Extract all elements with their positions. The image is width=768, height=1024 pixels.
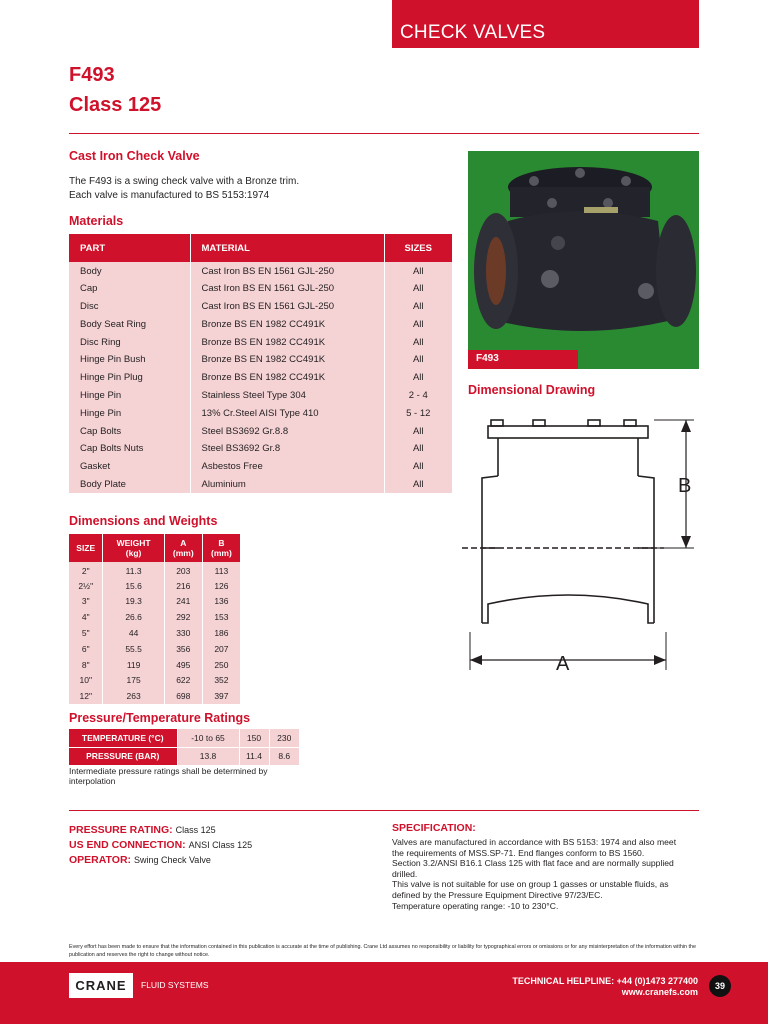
disclaimer: Every effort has been made to ensure that the information contained in this publication is accurate at the time of publishing. Crane Ltd assumes no responsibility or liability for typographical errors or omissions or for any misinterpretation of the information within the publication and reserves the right to change without notice. bbox=[69, 944, 697, 958]
table-cell: All bbox=[384, 422, 453, 440]
rating-line bbox=[69, 837, 252, 852]
crane-logo: CRANE bbox=[69, 973, 133, 998]
table-cell: Bronze BS EN 1982 CC491K bbox=[190, 315, 384, 333]
drawing-heading: Dimensional Drawing bbox=[468, 383, 596, 397]
rating-label: US END CONNECTION: bbox=[69, 839, 189, 851]
section-title: CHECK VALVES bbox=[400, 22, 546, 43]
table-cell: 292 bbox=[164, 609, 202, 625]
table-cell: Bronze BS EN 1982 CC491K bbox=[190, 369, 384, 387]
table-cell: Asbestos Free bbox=[190, 458, 384, 476]
table-cell: All bbox=[384, 333, 453, 351]
spec-line: defined by the Pressure Equipment Directive 97/23/EC. bbox=[392, 889, 603, 900]
rating-label: OPERATOR: bbox=[69, 854, 134, 866]
table-cell: Cast Iron BS EN 1561 GJL-250 bbox=[190, 262, 384, 280]
table-cell: 622 bbox=[164, 673, 202, 689]
table-cell: 352 bbox=[202, 673, 240, 689]
product-subtitle: Cast Iron Check Valve bbox=[69, 149, 200, 163]
table-cell: 26.6 bbox=[103, 609, 164, 625]
ratings-block bbox=[69, 822, 252, 867]
page-number: 39 bbox=[709, 975, 731, 997]
table-row bbox=[69, 476, 453, 494]
table-row bbox=[69, 440, 453, 458]
table-cell: 241 bbox=[164, 594, 202, 610]
spec-line: drilled. bbox=[392, 868, 418, 879]
row-header: PRESSURE (BAR) bbox=[69, 747, 177, 765]
table-cell: Hinge Pin Plug bbox=[69, 369, 190, 387]
table-row bbox=[69, 351, 453, 369]
table-cell: 11.4 bbox=[239, 747, 269, 765]
table-row bbox=[69, 387, 453, 405]
table-cell: 136 bbox=[202, 594, 240, 610]
table-cell: 113 bbox=[202, 562, 240, 578]
table-row bbox=[69, 729, 299, 747]
table-cell: Stainless Steel Type 304 bbox=[190, 387, 384, 405]
intro-line: The F493 is a swing check valve with a Bronze trim. bbox=[69, 176, 300, 187]
table-row bbox=[69, 422, 453, 440]
table-cell: 13% Cr.Steel AISI Type 410 bbox=[190, 404, 384, 422]
table-cell: 153 bbox=[202, 609, 240, 625]
table-cell: All bbox=[384, 262, 453, 280]
table-cell: All bbox=[384, 440, 453, 458]
rating-line bbox=[69, 822, 252, 837]
division-name: FLUID SYSTEMS bbox=[141, 980, 209, 990]
table-row bbox=[69, 404, 453, 422]
table-cell: 175 bbox=[103, 673, 164, 689]
table-cell: Bronze BS EN 1982 CC491K bbox=[190, 351, 384, 369]
col-header: WEIGHT (kg) bbox=[103, 534, 164, 562]
helpline-phone: TECHNICAL HELPLINE: +44 (0)1473 277400 bbox=[512, 976, 698, 986]
section-tab bbox=[392, 0, 699, 48]
materials-heading: Materials bbox=[69, 214, 124, 228]
col-header: MATERIAL bbox=[190, 234, 384, 262]
table-cell: Body Seat Ring bbox=[69, 315, 190, 333]
rating-label: PRESSURE RATING: bbox=[69, 824, 176, 836]
table-cell: 4" bbox=[69, 609, 103, 625]
table-cell: 216 bbox=[164, 578, 202, 594]
table-cell: Hinge Pin bbox=[69, 387, 190, 405]
table-row bbox=[69, 673, 241, 689]
table-cell: Steel BS3692 Gr.8.8 bbox=[190, 422, 384, 440]
helpline bbox=[512, 976, 698, 998]
table-row bbox=[69, 562, 241, 578]
table-row bbox=[69, 458, 453, 476]
table-cell: Cap Bolts bbox=[69, 422, 190, 440]
table-cell: 6" bbox=[69, 641, 103, 657]
valve-image bbox=[468, 151, 699, 369]
table-cell: 19.3 bbox=[103, 594, 164, 610]
table-cell: 5 - 12 bbox=[384, 404, 453, 422]
dimension-b-label: B bbox=[678, 475, 692, 497]
product-code: F493 bbox=[69, 64, 115, 86]
photo-label: F493 bbox=[468, 350, 578, 369]
table-cell: 12" bbox=[69, 688, 103, 704]
table-cell: Cap Bolts Nuts bbox=[69, 440, 190, 458]
table-cell: 250 bbox=[202, 657, 240, 673]
table-row bbox=[69, 609, 241, 625]
table-cell: 126 bbox=[202, 578, 240, 594]
dimensions-table bbox=[69, 534, 241, 704]
table-cell: 5" bbox=[69, 625, 103, 641]
table-cell: Hinge Pin Bush bbox=[69, 351, 190, 369]
table-cell: Cast Iron BS EN 1561 GJL-250 bbox=[190, 280, 384, 298]
table-cell: -10 to 65 bbox=[177, 729, 239, 747]
table-cell: Cast Iron BS EN 1561 GJL-250 bbox=[190, 298, 384, 316]
table-cell: 55.5 bbox=[103, 641, 164, 657]
pressure-temp-heading: Pressure/Temperature Ratings bbox=[69, 711, 251, 725]
table-cell: 8" bbox=[69, 657, 103, 673]
table-row bbox=[69, 280, 453, 298]
intro-line: Each valve is manufactured to BS 5153:1974 bbox=[69, 190, 270, 201]
row-header: TEMPERATURE (°C) bbox=[69, 729, 177, 747]
table-cell: 263 bbox=[103, 688, 164, 704]
col-header: A (mm) bbox=[164, 534, 202, 562]
intro-text bbox=[69, 175, 299, 203]
spec-line: Temperature operating range: -10 to 230°C. bbox=[392, 900, 559, 911]
table-cell: All bbox=[384, 476, 453, 494]
specification-text bbox=[392, 837, 712, 911]
table-row bbox=[69, 315, 453, 333]
table-row bbox=[69, 298, 453, 316]
table-cell: 495 bbox=[164, 657, 202, 673]
table-cell: 698 bbox=[164, 688, 202, 704]
table-cell: 203 bbox=[164, 562, 202, 578]
table-row bbox=[69, 369, 453, 387]
spec-line: Section 3.2/ANSI B16.1 Class 125 with flat face and are normally supplied bbox=[392, 858, 674, 869]
table-cell: All bbox=[384, 351, 453, 369]
table-row bbox=[69, 625, 241, 641]
table-cell: Hinge Pin bbox=[69, 404, 190, 422]
dimension-a-label: A bbox=[556, 653, 570, 675]
table-cell: 13.8 bbox=[177, 747, 239, 765]
product-photo bbox=[468, 151, 699, 369]
spec-line: This valve is not suitable for use on group 1 gasses or unstable fluids, as bbox=[392, 879, 669, 890]
table-cell: 230 bbox=[269, 729, 299, 747]
product-class: Class 125 bbox=[69, 94, 162, 116]
website-link[interactable]: www.cranefs.com bbox=[621, 987, 698, 997]
table-cell: All bbox=[384, 458, 453, 476]
table-row bbox=[69, 594, 241, 610]
table-cell: 119 bbox=[103, 657, 164, 673]
rating-value: Swing Check Valve bbox=[133, 855, 211, 865]
table-cell: Cap bbox=[69, 280, 190, 298]
table-row bbox=[69, 641, 241, 657]
col-header: PART bbox=[69, 234, 190, 262]
table-row bbox=[69, 657, 241, 673]
table-cell: 207 bbox=[202, 641, 240, 657]
table-cell: Disc Ring bbox=[69, 333, 190, 351]
table-cell: 2½" bbox=[69, 578, 103, 594]
materials-table bbox=[69, 234, 453, 493]
table-row bbox=[69, 747, 299, 765]
table-cell: 8.6 bbox=[269, 747, 299, 765]
pressure-note: Intermediate pressure ratings shall be determined by interpolation bbox=[69, 766, 268, 786]
table-cell: Body Plate bbox=[69, 476, 190, 494]
table-row bbox=[69, 262, 453, 280]
table-cell: All bbox=[384, 369, 453, 387]
rating-value: ANSI Class 125 bbox=[188, 840, 253, 850]
dimensions-heading: Dimensions and Weights bbox=[69, 514, 218, 528]
table-cell: All bbox=[384, 298, 453, 316]
col-header: SIZE bbox=[69, 534, 103, 562]
table-cell: 186 bbox=[202, 625, 240, 641]
pressure-temp-table bbox=[69, 729, 299, 766]
table-cell: 3" bbox=[69, 594, 103, 610]
rating-line bbox=[69, 852, 252, 867]
col-header: B (mm) bbox=[202, 534, 240, 562]
rating-value: Class 125 bbox=[175, 825, 216, 835]
table-row bbox=[69, 333, 453, 351]
table-cell: Steel BS3692 Gr.8 bbox=[190, 440, 384, 458]
table-cell: Disc bbox=[69, 298, 190, 316]
table-cell: 2" bbox=[69, 562, 103, 578]
table-row bbox=[69, 688, 241, 704]
table-cell: 356 bbox=[164, 641, 202, 657]
table-cell: 397 bbox=[202, 688, 240, 704]
divider bbox=[69, 133, 699, 134]
table-cell: All bbox=[384, 280, 453, 298]
table-cell: All bbox=[384, 315, 453, 333]
table-cell: 15.6 bbox=[103, 578, 164, 594]
specification-heading: SPECIFICATION: bbox=[392, 822, 476, 834]
col-header: SIZES bbox=[384, 234, 453, 262]
table-cell: 2 - 4 bbox=[384, 387, 453, 405]
table-cell: 44 bbox=[103, 625, 164, 641]
table-cell: 10" bbox=[69, 673, 103, 689]
table-cell: 330 bbox=[164, 625, 202, 641]
table-cell: Gasket bbox=[69, 458, 190, 476]
spec-line: Valves are manufactured in accordance with BS 5153: 1974 and also meet bbox=[392, 837, 677, 847]
table-cell: 150 bbox=[239, 729, 269, 747]
table-row bbox=[69, 578, 241, 594]
table-cell: Bronze BS EN 1982 CC491K bbox=[190, 333, 384, 351]
dimensional-drawing bbox=[458, 408, 708, 680]
spec-line: the requirements of MSS.SP-71. End flanges conform to BS 1560. bbox=[392, 847, 645, 858]
divider bbox=[69, 810, 699, 811]
table-cell: 11.3 bbox=[103, 562, 164, 578]
table-cell: Aluminium bbox=[190, 476, 384, 494]
table-cell: Body bbox=[69, 262, 190, 280]
